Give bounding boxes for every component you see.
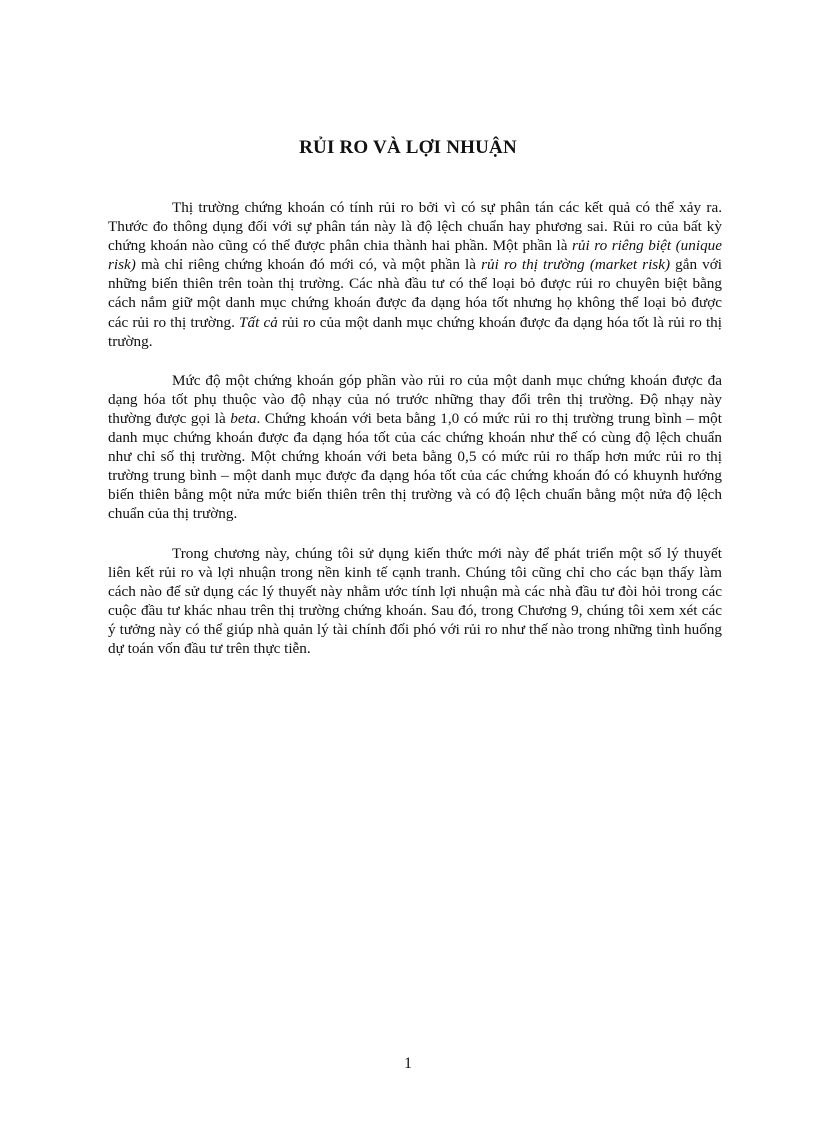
paragraph-intro-risk xyxy=(108,198,722,351)
emphasis-all: Tất cả xyxy=(239,313,278,331)
text-run: . Chứng khoán với beta bằng 1,0 có mức rủi ro thị trường trung bình – một danh mục chứng khoán được đa dạng hóa tốt của các chứng khoán như thế có cùng độ lệch chuẩn như chỉ số thị trường. Một chứng khoán với beta bằng 0,5 có mức rủi ro thấp hơn mức rủi ro thị trường trung bình – một danh mục được đa dạng hóa tốt của các chứng khoán đó có khuynh hướng biến thiên bằng một nửa mức biến thiên trên thị trường và có độ lệch chuẩn bằng một nửa độ lệch chuẩn của thị trường. xyxy=(108,409,722,523)
text-run: rủi ro của một danh mục chứng khoán được đa dạng hóa tốt là rủi ro thị trường. xyxy=(108,313,722,350)
term-beta: beta xyxy=(230,409,257,427)
document-body xyxy=(108,198,722,678)
text-run: mà chỉ riêng chứng khoán đó mới có, và một phần là xyxy=(135,256,482,274)
text-run: Thị trường chứng khoán có tính rủi ro bởi vì có sự phân tán các kết quả có thể xảy ra. Thước đo thông dụng đối với sự phân tán này là độ lệch chuẩn hay phương sai. Rủi ro của bất kỳ chứng khoán nào cũng có thể được phân chia thành hai phần. Một phần là xyxy=(108,199,722,255)
term-market-risk: rủi ro thị trường (market risk) xyxy=(481,256,671,274)
paragraph-beta xyxy=(108,371,722,524)
text-run: Mức độ một chứng khoán góp phần vào rủi ro của một danh mục chứng khoán được đa dạng hóa tốt phụ thuộc vào độ nhạy của nó trước những thay đổi trên thị trường. Độ nhạy này thường được gọi là xyxy=(108,371,722,427)
page-number: 1 xyxy=(404,1055,412,1072)
text-run: Trong chương này, chúng tôi sử dụng kiến thức mới này để phát triển một số lý thuyết liên kết rủi ro và lợi nhuận trong nền kinh tế cạnh tranh. Chúng tôi cũng chỉ cho các bạn thấy làm cách nào để sử dụng các lý thuyết này nhằm ước tính lợi nhuận mà các nhà đầu tư đòi hỏi trong các cuộc đầu tư khác nhau trên thị trường chứng khoán. Sau đó, trong Chương 9, chúng tôi xem xét các ý tưởng này có thể giúp nhà quản lý tài chính đối phó với rủi ro như thế nào trong những tình huống dự toán vốn đầu tư trên thực tiễn. xyxy=(108,544,722,657)
term-unique-risk: rủi ro riêng biệt (unique risk) xyxy=(108,237,722,274)
paragraph-chapter-overview xyxy=(108,544,722,659)
page-title: RỦI RO VÀ LỢI NHUẬN xyxy=(299,137,517,158)
text-run: gắn với những biến thiên trên toàn thị trường. Các nhà đầu tư có thể loại bỏ được rủi ro chuyên biệt bằng cách nắm giữ một danh mục chứng khoán được đa dạng hóa tốt nhưng họ không thể loại bỏ được các rủi ro thị trường. xyxy=(108,256,722,331)
